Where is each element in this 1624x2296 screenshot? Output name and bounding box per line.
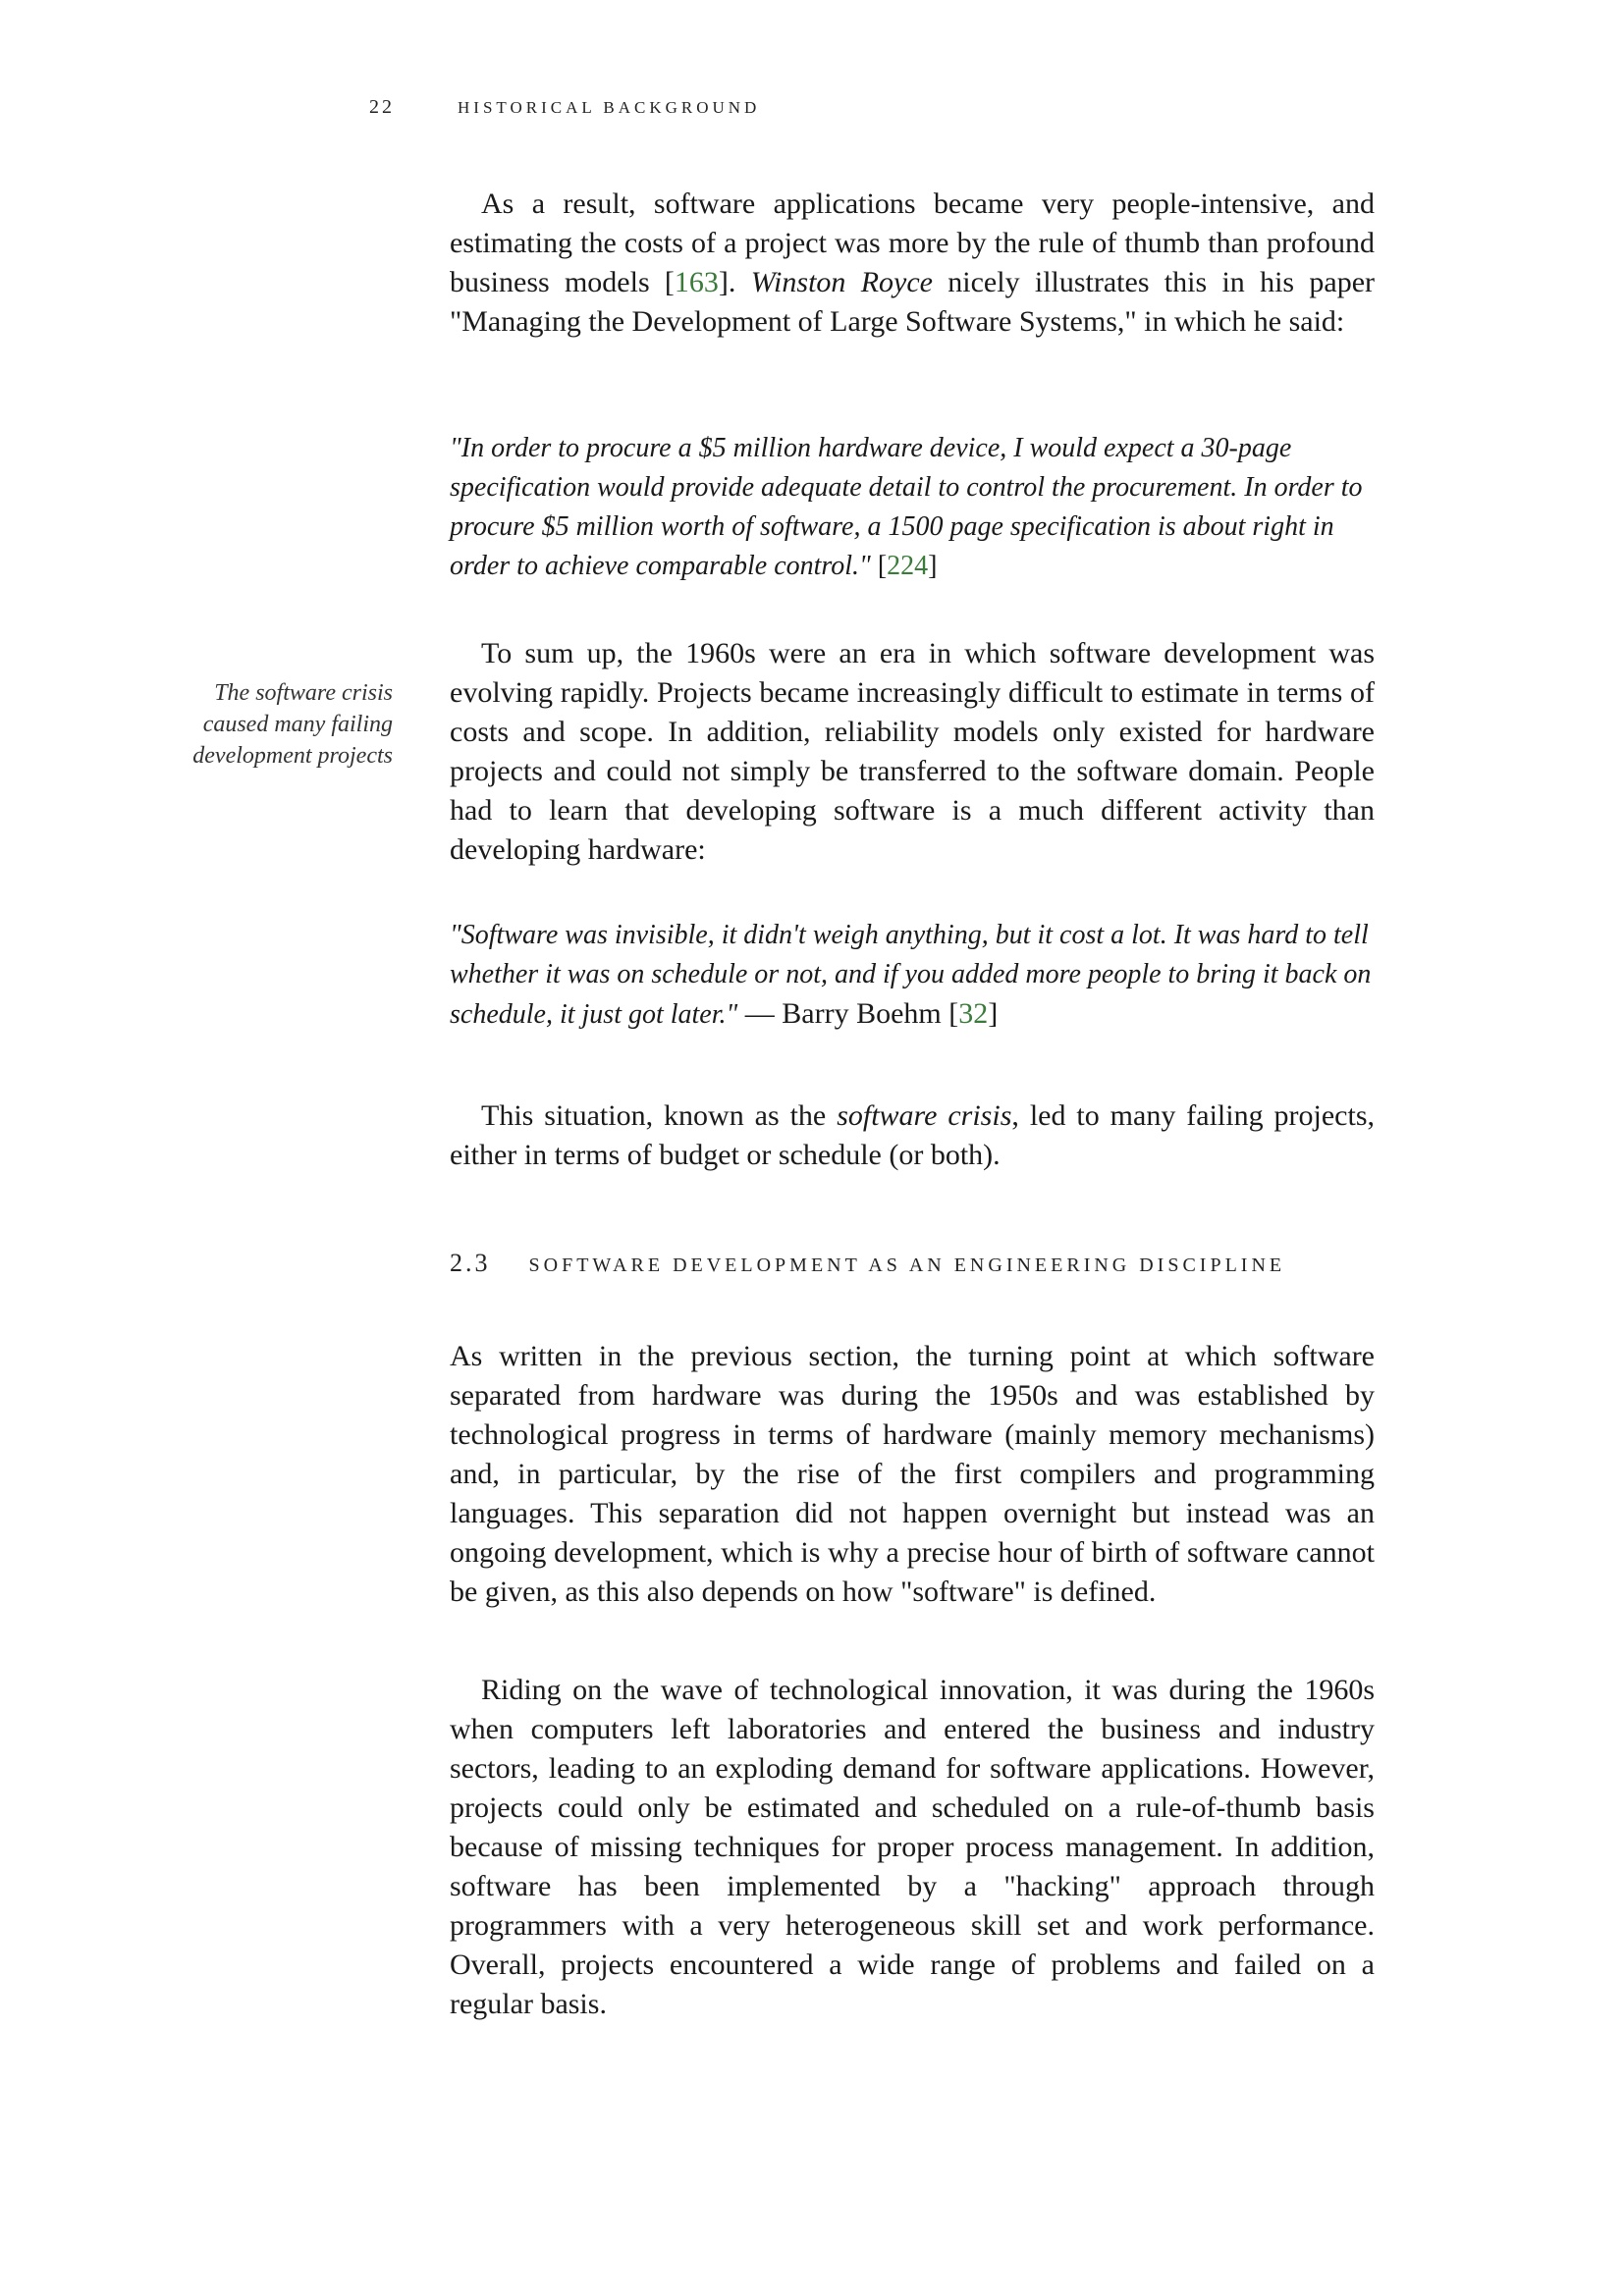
blockquote-royce <box>450 429 1375 586</box>
paragraph-5: Riding on the wave of technological innovation, it was during the 1960s when computers left laboratories and entered the business and industry sectors, leading to an exploding demand for software applications. However, projects could only be estimated and scheduled on a rule-of-thumb basis because of missing techniques for proper process management. In addition, software has been implemented by a "hacking" approach through programmers with a very heterogeneous skill set and work performance. Overall, projects encountered a wide range of problems and failed on a regular basis. <box>450 1674 1375 2020</box>
chapter-title: HISTORICAL BACKGROUND <box>458 98 761 117</box>
citation-163-link[interactable]: 163 <box>674 266 719 298</box>
paragraph-3 <box>450 1096 1375 1175</box>
quote-royce-bracket-close: ] <box>928 551 938 581</box>
blockquote-boehm <box>450 916 1375 1035</box>
paragraph-3-text-b: , led to many failing projects, either in terms of budget or schedule (or both). <box>450 1099 1375 1171</box>
author-name: Winston Royce <box>750 266 933 298</box>
section-heading <box>450 1249 1375 1278</box>
citation-32-link[interactable]: 32 <box>958 997 989 1030</box>
quote-boehm-bracket-close: ] <box>988 997 999 1030</box>
section-number: 2.3 <box>450 1249 491 1277</box>
section-title: SOFTWARE DEVELOPMENT AS AN ENGINEERING DISCIPLINE <box>528 1255 1286 1276</box>
term-software-crisis: software crisis <box>837 1099 1012 1132</box>
paragraph-1 <box>450 185 1375 342</box>
quote-royce-text: "In order to procure a $5 million hardware device, I would expect a 30-page specification would provide adequate detail to control the procurement. In order to procure $5 million worth of software, a 1500 page specification is about right in order to achieve comparable control." <box>450 433 1363 581</box>
citation-224-link[interactable]: 224 <box>887 551 929 581</box>
running-head <box>369 96 760 119</box>
paragraph-1-text-a: As a result, software applications became very people-intensive, and estimating the costs of a project was more by the rule of thumb than profound business models [ <box>450 187 1375 298</box>
paragraph-4: As written in the previous section, the turning point at which software separated from hardware was during the 1950s and was established by technological progress in terms of hardware (mainly memory mechanisms) and, in particular, by the rise of the first compilers and programming languages. This separation did not happen overnight but instead was an ongoing development, which is why a precise hour of birth of software cannot be given, as this also depends on how "software" is defined. <box>450 1340 1375 1608</box>
margin-note: The software crisis caused many failing development projects <box>192 680 393 769</box>
paragraph-1-text-c: nicely illustrates this in his paper "Managing the Development of Large Software Systems," in which he said: <box>450 266 1375 338</box>
quote-royce-bracket-open: [ <box>870 551 888 581</box>
paragraph-3-text-a: This situation, known as the <box>481 1099 838 1132</box>
paragraph-2: To sum up, the 1960s were an era in which software development was evolving rapidly. Projects became increasingly difficult to estimate in terms of costs and scope. In addition, reliability models only existed for hardware projects and could not simply be transferred to the software domain. People had to learn that developing software is a much different activity than developing hardware: <box>450 637 1375 866</box>
paragraph-1-text-b: ]. <box>718 266 751 298</box>
quote-boehm-attribution: — Barry Boehm [ <box>737 997 959 1030</box>
page-number: 22 <box>369 96 395 118</box>
quote-boehm-text: "Software was invisible, it didn't weigh anything, but it cost a lot. It was hard to tell whether it was on schedule or not, and if you added more people to bring it back on schedule, it just got later." <box>450 920 1372 1030</box>
